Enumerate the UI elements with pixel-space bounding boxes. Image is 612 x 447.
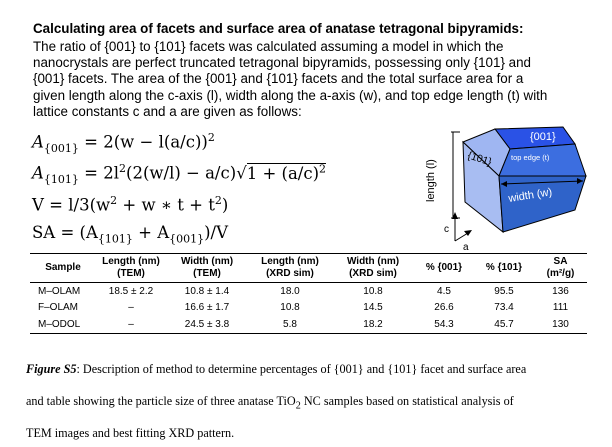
facet-data-table xyxy=(30,253,587,334)
label-length: length (l) xyxy=(425,159,437,202)
label-101: {101} xyxy=(466,149,494,169)
col-width-tem: Width (nm) (TEM) xyxy=(166,254,248,283)
caption-line: NC samples based on statistical analysis of xyxy=(300,394,514,408)
table-row: M–OLAM 18.5 ± 2.2 10.8 ± 1.4 18.0 10.8 4.5 95.5 136 xyxy=(38,285,569,297)
bipyramid-diagram xyxy=(415,124,595,252)
intro-line: nanocrystals are perfect truncated tetragonal bipyramids, possessing only {101} and xyxy=(33,55,531,71)
label-axis-a: a xyxy=(463,242,469,252)
equation-a001: $A_{\{001\}} = 2(w - l(a/c))^2$ xyxy=(32,131,215,155)
col-length-tem: Length (nm) (TEM) xyxy=(96,254,166,283)
label-001: {001} xyxy=(530,131,556,143)
intro-line: lattice constants c and a are given as follows: xyxy=(33,103,302,119)
caption-line: : Description of method to determine percentages of {001} and {101} facet and surface area xyxy=(76,362,527,376)
intro-line: given length along the c-axis (l), width along the a-axis (w), and top edge length (t) with xyxy=(33,87,548,103)
caption-line: and table showing the particle size of three anatase TiO xyxy=(26,394,296,408)
col-pct-001: % {001} xyxy=(414,254,474,283)
col-width-xrd: Width (nm) (XRD sim) xyxy=(332,254,414,283)
caption-subscript: 2 xyxy=(295,400,301,412)
a-axis-line xyxy=(455,233,468,241)
col-pct-101: % {101} xyxy=(474,254,534,283)
intro-line: The ratio of {001} to {101} facets was calculated assuming a model in which the xyxy=(33,39,504,54)
figure-label: Figure S5 xyxy=(26,362,77,376)
sqrt-sign: √ xyxy=(236,163,247,183)
label-width: width (w) xyxy=(507,186,553,205)
equation-surface-area: SA = $(A_{\{101\}} + A_{\{001\}})/V$ xyxy=(32,223,229,246)
table-header-row xyxy=(30,254,587,283)
intro-line: {001} facets. The area of the {001} and {101} facets and the total surface area for a xyxy=(33,71,524,87)
table-row: F–OLAM – 16.6 ± 1.7 10.8 14.5 26.6 73.4 111 xyxy=(38,302,569,314)
equation-volume: $V = l/3(w^2 + w$ ∗ $t + t^2$) xyxy=(32,194,229,215)
equation-a101: $A_{\{101\}} = 2l^2(2(w/l) - a/c)√1 + (a/c)^2$ xyxy=(32,162,327,186)
caption-line: TEM images and best fitting XRD pattern. xyxy=(26,426,235,440)
intro-paragraph xyxy=(33,39,593,120)
label-top-edge: top edge (t) xyxy=(511,153,550,162)
label-axis-c: c xyxy=(444,224,449,235)
section-heading: Calculating area of facets and surface area of anatase tetragonal bipyramids: xyxy=(33,21,524,36)
col-sample: Sample xyxy=(30,254,96,283)
table-row: M–ODOL – 24.5 ± 3.8 5.8 18.2 54.3 45.7 130 xyxy=(30,316,587,333)
col-length-xrd: Length (nm) (XRD sim) xyxy=(248,254,332,283)
col-sa: SA (m²/g) xyxy=(534,254,587,283)
figure-caption xyxy=(26,362,600,441)
